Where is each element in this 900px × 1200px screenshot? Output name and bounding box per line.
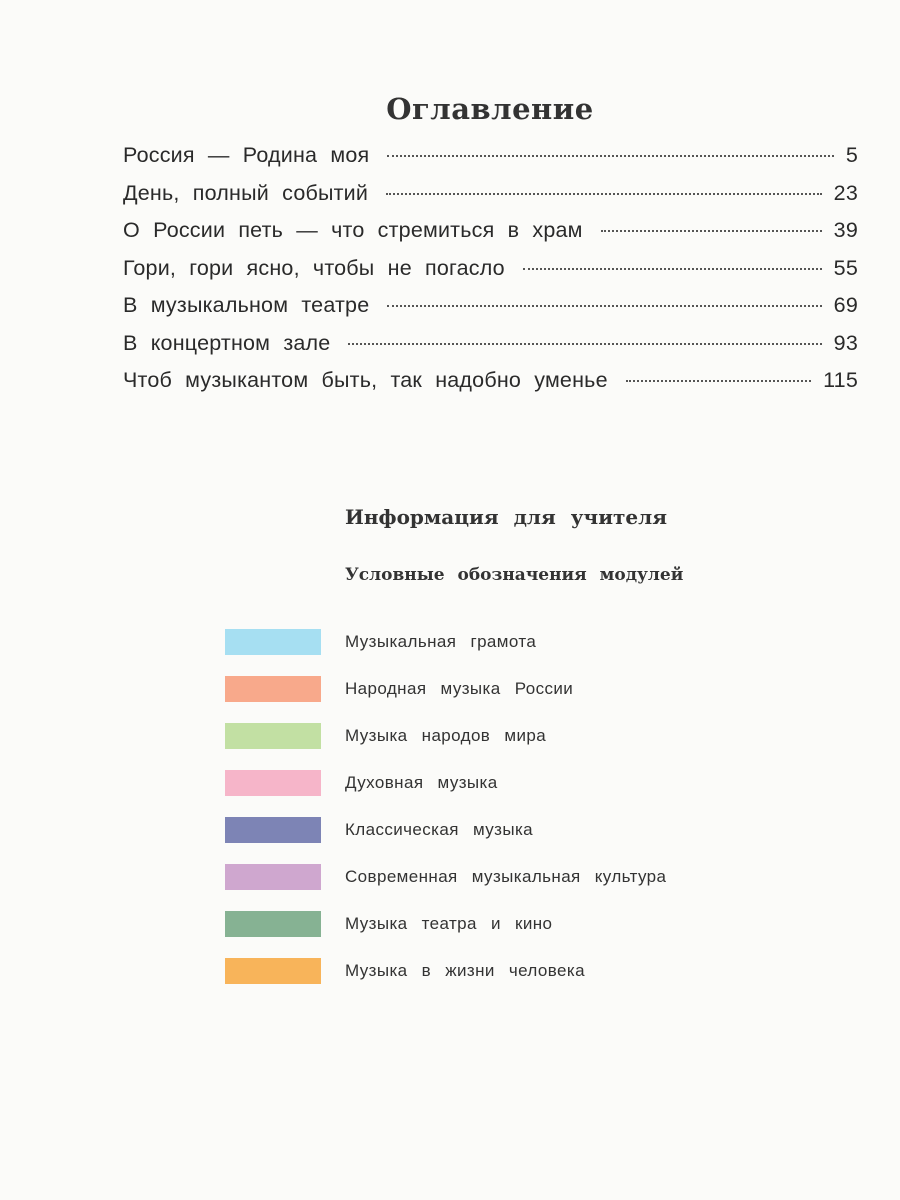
legend-label: Народная музыка России bbox=[345, 678, 574, 698]
legend-item bbox=[225, 759, 666, 806]
toc-entry bbox=[123, 143, 858, 181]
toc-entry-label: О России петь — что стремиться в храм bbox=[123, 218, 583, 242]
toc-entry bbox=[123, 368, 858, 406]
legend-item bbox=[225, 618, 666, 665]
color-swatch bbox=[225, 864, 321, 890]
legend-item bbox=[225, 806, 666, 853]
toc-entry-page: 93 bbox=[833, 330, 858, 355]
legend-label: Духовная музыка bbox=[345, 772, 498, 792]
legend-item bbox=[225, 712, 666, 759]
color-swatch bbox=[225, 770, 321, 796]
toc-leader-dots bbox=[348, 343, 821, 345]
legend-heading: Условные обозначения модулей bbox=[345, 565, 684, 585]
toc-entry-label: День, полный событий bbox=[123, 180, 369, 205]
legend-label: Музыка в жизни человека bbox=[345, 960, 585, 980]
toc-entry-page: 115 bbox=[823, 368, 858, 392]
legend-item bbox=[225, 665, 666, 712]
legend-item bbox=[225, 947, 666, 994]
toc-leader-dots bbox=[626, 380, 811, 382]
legend-label: Музыкальная грамота bbox=[345, 631, 537, 651]
legend-item bbox=[225, 853, 666, 900]
color-swatch bbox=[225, 676, 321, 702]
legend-label: Современная музыкальная культура bbox=[345, 866, 667, 886]
module-legend bbox=[225, 618, 666, 994]
color-swatch bbox=[225, 629, 321, 655]
toc-entry-page: 23 bbox=[833, 180, 858, 205]
toc-entry bbox=[123, 256, 858, 294]
toc-entry bbox=[123, 331, 858, 369]
toc-entry-page: 69 bbox=[833, 293, 858, 317]
toc-entry-label: Гори, гори ясно, чтобы не погасло bbox=[123, 255, 505, 280]
color-swatch bbox=[225, 723, 321, 749]
toc-leader-dots bbox=[386, 193, 822, 195]
toc-entry-label: В музыкальном театре bbox=[123, 293, 370, 317]
toc-title: Оглавление bbox=[386, 92, 594, 126]
teacher-info-heading: Информация для учителя bbox=[345, 505, 668, 529]
color-swatch bbox=[225, 911, 321, 937]
toc-leader-dots bbox=[387, 155, 833, 157]
color-swatch bbox=[225, 817, 321, 843]
toc-entry-label: Россия — Родина моя bbox=[123, 143, 370, 167]
legend-item bbox=[225, 900, 666, 947]
toc-entry-label: В концертном зале bbox=[123, 330, 331, 355]
toc-entry-page: 5 bbox=[845, 143, 858, 167]
toc-leader-dots bbox=[601, 230, 822, 232]
toc-entry-page: 39 bbox=[833, 218, 858, 242]
toc-entry-label: Чтоб музыкантом быть, так надобно уменье bbox=[123, 368, 608, 392]
legend-label: Классическая музыка bbox=[345, 819, 534, 839]
legend-label: Музыка народов мира bbox=[345, 725, 547, 745]
toc-leader-dots bbox=[523, 268, 822, 270]
legend-label: Музыка театра и кино bbox=[345, 913, 553, 933]
toc-entry bbox=[123, 293, 858, 331]
table-of-contents bbox=[123, 143, 858, 406]
color-swatch bbox=[225, 958, 321, 984]
toc-leader-dots bbox=[387, 305, 821, 307]
toc-entry-page: 55 bbox=[833, 255, 858, 280]
toc-entry bbox=[123, 181, 858, 219]
toc-entry bbox=[123, 218, 858, 256]
